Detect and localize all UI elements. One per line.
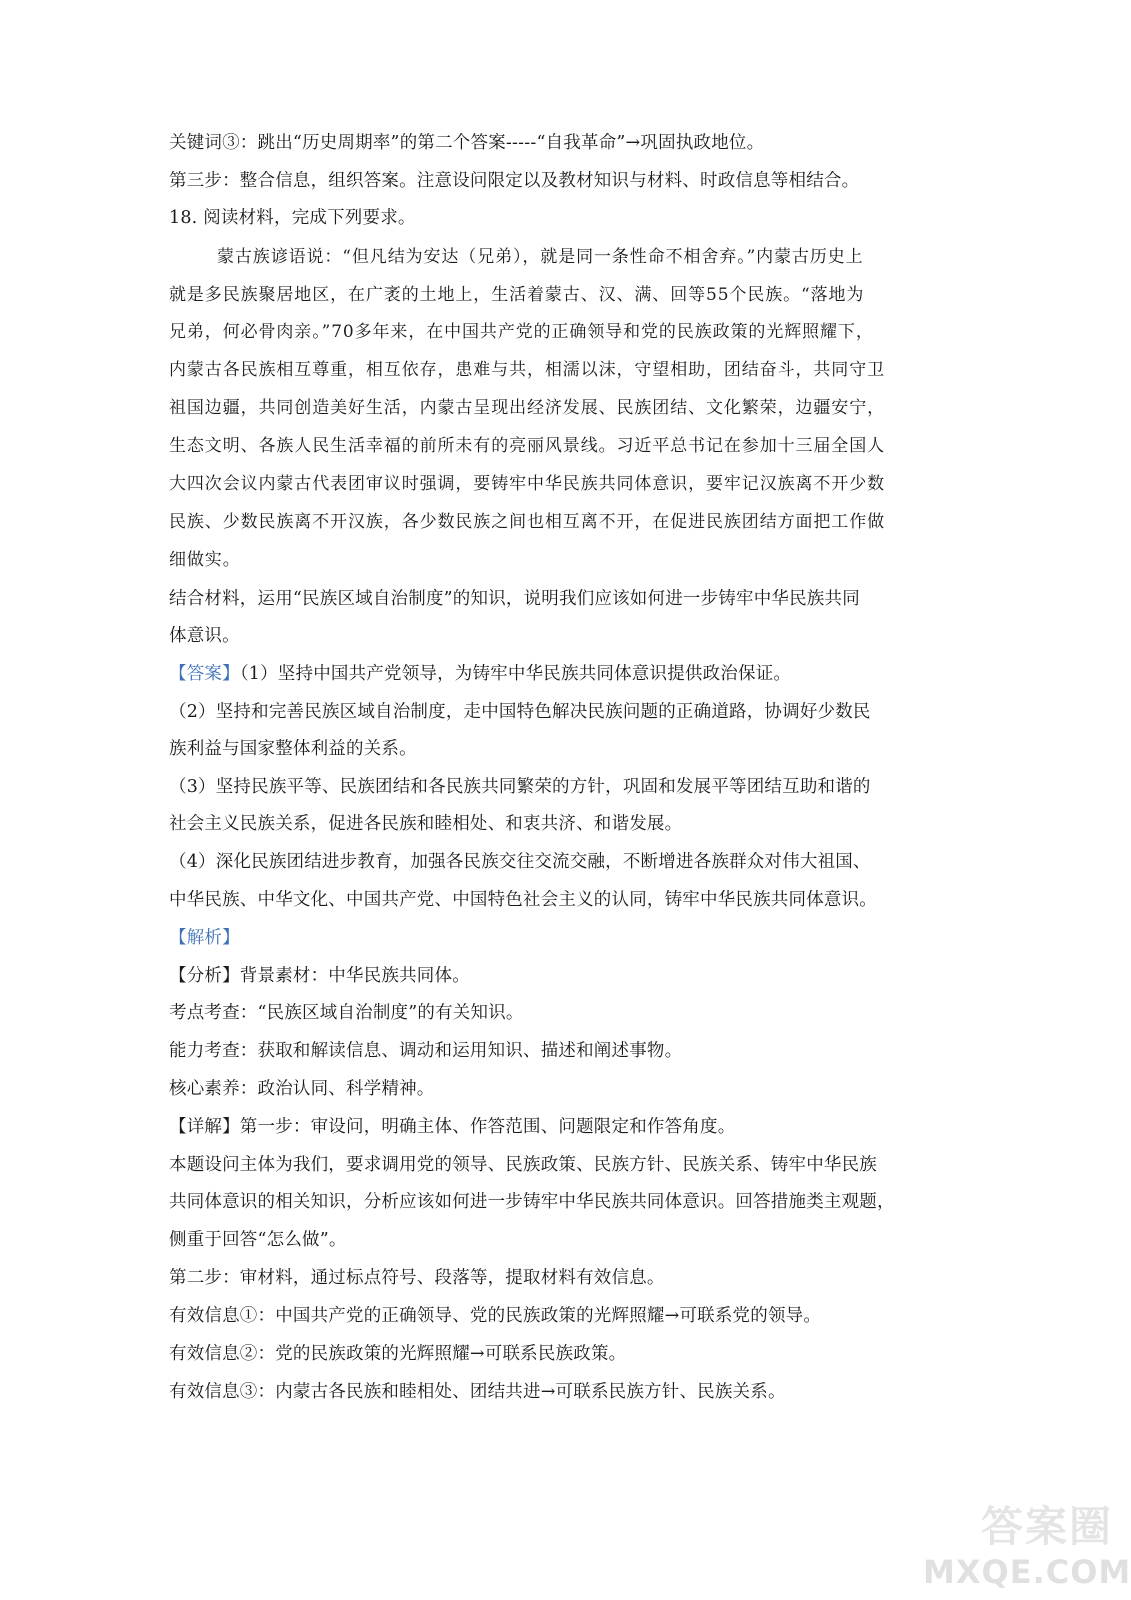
- answer-point-2a: （2）坚持和完善民族区域自治制度，走中国特色解决民族问题的正确道路，协调好少数民: [169, 702, 871, 722]
- keyword-3-line: 关键词③：跳出“历史周期率”的第二个答案-----“自我革命”→巩固执政地位。: [169, 133, 765, 153]
- watermark-top-text: 答案圈: [980, 1502, 1113, 1551]
- watermark-bottom-text: MXQE.COM: [923, 1553, 1131, 1591]
- question-title: 18. 阅读材料，完成下列要求。: [169, 208, 416, 228]
- answer-point-4a: （4）深化民族团结进步教育，加强各民族交往交流交融，不断增进各族群众对伟大祖国、: [169, 852, 871, 872]
- analysis-literacy: 核心素养：政治认同、科学精神。: [169, 1079, 435, 1099]
- analysis-background: 【分析】背景素材：中华民族共同体。: [169, 966, 470, 986]
- answer-point-4b: 中华民族、中华文化、中国共产党、中国特色社会主义的认同，铸牢中华民族共同体意识。: [169, 890, 877, 910]
- material-line-9: 细做实。: [169, 550, 241, 570]
- question-line-2: 体意识。: [169, 626, 240, 646]
- answer-point-3a: （3）坚持民族平等、民族团结和各民族共同繁荣的方针，巩固和发展平等团结互助和谐的: [169, 777, 871, 797]
- detail-step-2: 第二步：审材料，通过标点符号、段落等，提取材料有效信息。: [169, 1268, 665, 1288]
- watermark-logo: [923, 1502, 1131, 1592]
- question-line-1: 结合材料，运用“民族区域自治制度”的知识，说明我们应该如何进一步铸牢中华民族共同: [169, 589, 860, 609]
- answer-point-3b: 社会主义民族关系，促进各民族和睦相处、和衷共济、和谐发展。: [169, 814, 683, 834]
- analysis-ability: 能力考查：获取和解读信息、调动和运用知识、描述和阐述事物。: [169, 1041, 683, 1061]
- answer-tag: 【答案】: [169, 664, 240, 684]
- material-line-3: 兄弟，何必骨肉亲。”70多年来，在中国共产党的正确领导和党的民族政策的光辉照耀下，: [169, 322, 874, 342]
- material-line-4: 内蒙古各民族相互尊重，相互依存，患难与共，相濡以沫，守望相助，团结奋斗，共同守卫: [169, 360, 885, 380]
- effective-info-1: 有效信息①：中国共产党的正确领导、党的民族政策的光辉照耀→可联系党的领导。: [169, 1306, 822, 1326]
- detail-line-4: 侧重于回答“怎么做”。: [169, 1230, 347, 1250]
- effective-info-2: 有效信息②：党的民族政策的光辉照耀→可联系民族政策。: [169, 1344, 627, 1364]
- answer-line-1: [169, 662, 791, 686]
- analysis-tag: 【解析】: [169, 928, 240, 948]
- detail-line-2: 本题设问主体为我们，要求调用党的领导、民族政策、民族方针、民族关系、铸牢中华民族: [169, 1155, 877, 1175]
- material-line-2: 就是多民族聚居地区，在广袤的土地上，生活着蒙古、汉、满、回等55个民族。“落地为: [169, 285, 865, 305]
- material-line-8: 民族、少数民族离不开汉族，各少数民族之间也相互离不开，在促进民族团结方面把工作做: [169, 512, 885, 532]
- answer-point-2b: 族利益与国家整体利益的关系。: [169, 739, 417, 759]
- detail-line-3: 共同体意识的相关知识，分析应该如何进一步铸牢中华民族共同体意识。回答措施类主观题，: [169, 1192, 895, 1212]
- material-line-1: 蒙古族谚语说：“但凡结为安达（兄弟），就是同一条性命不相舍弃。”内蒙古历史上: [217, 247, 864, 267]
- step-3-line: 第三步：整合信息，组织答案。注意设问限定以及教材知识与材料、时政信息等相结合。: [169, 171, 860, 191]
- effective-info-3: 有效信息③：内蒙古各民族和睦相处、团结共进→可联系民族方针、民族关系。: [169, 1382, 786, 1402]
- detail-step-1: 【详解】第一步：审设问，明确主体、作答范围、问题限定和作答角度。: [169, 1117, 736, 1137]
- material-line-5: 祖国边疆，共同创造美好生活，内蒙古呈现出经济发展、民族团结、文化繁荣，边疆安宁，: [169, 398, 885, 418]
- material-line-7: 大四次会议内蒙古代表团审议时强调，要铸牢中华民族共同体意识，要牢记汉族离不开少数: [169, 474, 885, 494]
- material-line-6: 生态文明、各族人民生活幸福的前所未有的亮丽风景线。习近平总书记在参加十三届全国人: [169, 436, 885, 456]
- answer-point-1: （1）坚持中国共产党领导，为铸牢中华民族共同体意识提供政治保证。: [239, 664, 792, 684]
- analysis-exam-point: 考点考查：“民族区域自治制度”的有关知识。: [169, 1003, 524, 1023]
